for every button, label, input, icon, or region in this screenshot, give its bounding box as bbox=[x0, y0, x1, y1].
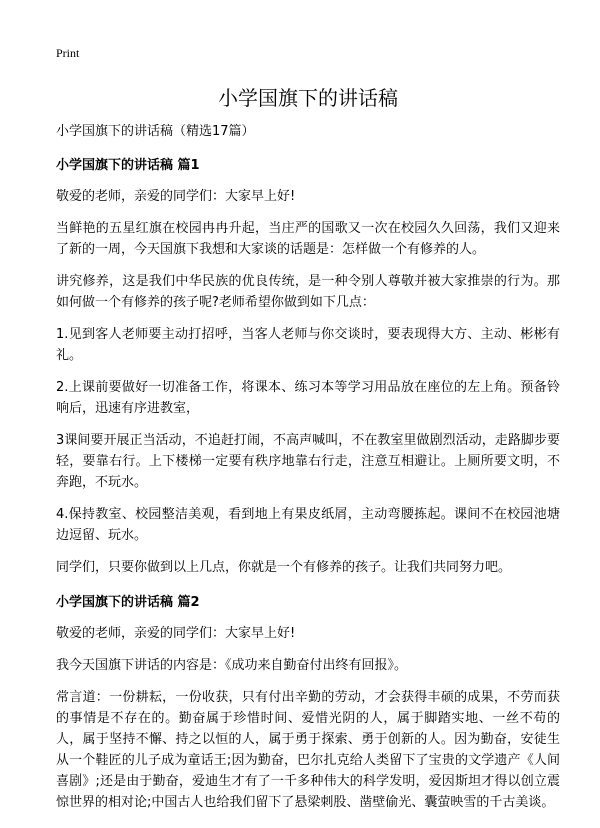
paragraph: 敬爱的老师，亲爱的同学们：大家早上好! bbox=[56, 189, 296, 204]
paragraph: 敬爱的老师，亲爱的同学们：大家早上好! bbox=[56, 626, 296, 641]
section-heading-1: 小学国旗下的讲话稿 篇1 bbox=[56, 158, 200, 173]
paragraph: 4.保持教室、校园整洁美观，看到地上有果皮纸屑，主动弯腰拣起。课间不在校园池塘边逗留、玩水。 bbox=[56, 507, 560, 543]
paragraph: 1.见到客人老师要主动打招呼，当客人老师与你交谈时，要表现得大方、主动、彬彬有礼。 bbox=[56, 327, 560, 363]
paragraph: 同学们，只要你做到以上几点，你就是一个有修养的孩子。让我们共同努力吧。 bbox=[56, 560, 512, 575]
paragraph: 当鲜艳的五星红旗在校园冉冉升起，当庄严的国歌又一次在校园久久回荡，我们又迎来了新的一周，今天国旗下我想和大家谈的话题是：怎样做一个有修养的人。 bbox=[56, 221, 560, 257]
document-title: 小学国旗下的讲话稿 bbox=[218, 86, 398, 110]
section-heading-2: 小学国旗下的讲话稿 篇2 bbox=[56, 595, 200, 610]
paragraph: 常言道：一份耕耘，一份收获，只有付出辛勤的劳动，才会获得丰硕的成果，不劳而获的事情是不存在的。勤奋属于珍惜时间、爱惜光阴的人，属于脚踏实地、一丝不苟的人，属于坚持不懈、持之以恒的人，属于勇于探索、勇于创新的人。因为勤奋，安徒生从一个鞋匠的儿子成为童话王;因为勤奋，巴尔扎克给人类留下了宝贵的文学遗产《人间喜剧》;还是由于勤奋，爱迪生才有了一千多种伟大的科学发明，爱因斯坦才得以创立震惊世界的相对论;中国古人也给我们留下了悬梁刺股、凿壁偷光、囊萤映雪的千古美谈。 bbox=[56, 690, 560, 810]
print-link[interactable]: Print bbox=[56, 46, 80, 60]
paragraph: 我今天国旗下讲话的内容是：《成功来自勤奋付出终有回报》。 bbox=[56, 658, 408, 673]
paragraph: 讲究修养，这是我们中华民族的优良传统，是一种令别人尊敬并被大家推崇的行为。那如何做一个有修养的孩子呢?老师希望你做到如下几点： bbox=[56, 274, 560, 310]
paragraph: 2.上课前要做好一切准备工作，将课本、练习本等学习用品放在座位的左上角。预备铃响后，迅速有序进教室， bbox=[56, 380, 560, 416]
paragraph: 3课间要开展正当活动，不追赶打闹，不高声喊叫，不在教室里做剧烈活动，走路脚步要轻，要靠右行。上下楼梯一定要有秩序地靠右行走，注意互相避让。上厕所要文明，不奔跑，不玩水。 bbox=[56, 433, 560, 490]
document-subtitle: 小学国旗下的讲话稿（精选17篇） bbox=[56, 124, 255, 139]
